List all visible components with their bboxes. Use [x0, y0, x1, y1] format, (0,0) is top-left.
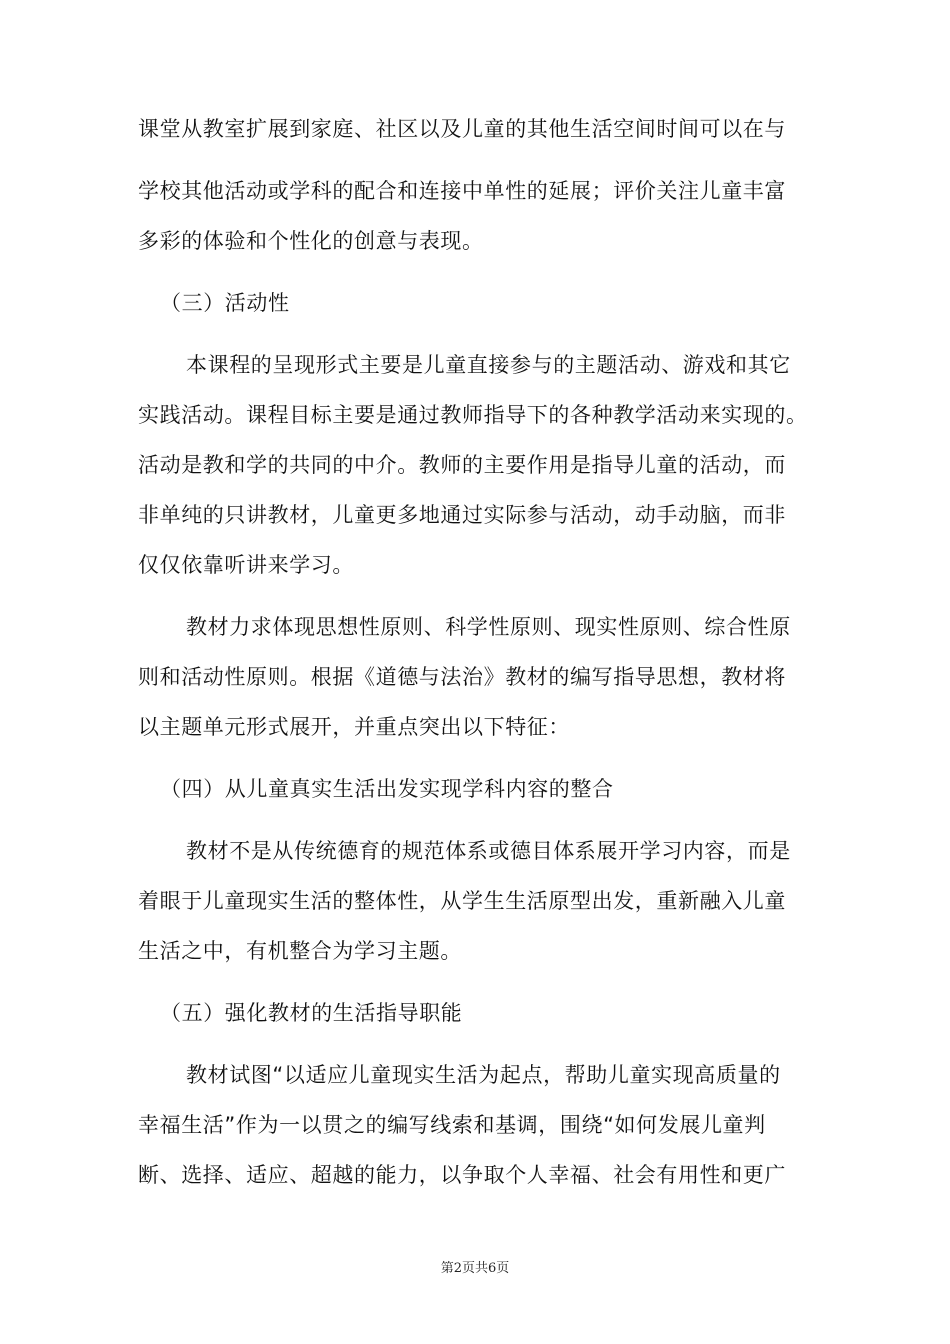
text-line: 本课程的呈现形式主要是儿童直接参与的主题活动、游戏和其它: [186, 353, 791, 377]
text-line: 教材试图“以适应儿童现实生活为起点，帮助儿童实现高质量的: [186, 1063, 781, 1087]
text-line: 幸福生活”作为一以贯之的编写线索和基调，围绕“如何发展儿童判: [138, 1113, 766, 1137]
page-number-footer: 第2页共6页: [440, 1261, 510, 1276]
text-line: 活动是教和学的共同的中介。教师的主要作用是指导儿童的活动，而: [138, 453, 786, 477]
text-line: 学校其他活动或学科的配合和连接中单性的延展；评价关注儿童丰富: [138, 179, 786, 203]
text-line: 课堂从教室扩展到家庭、社区以及儿童的其他生活空间时间可以在与: [138, 117, 786, 141]
text-line: 实践活动。课程目标主要是通过教师指导下的各种教学活动来实现的。: [138, 403, 808, 427]
text-line: 多彩的体验和个性化的创意与表现。: [138, 229, 484, 253]
text-line: 教材不是从传统德育的规范体系或德目体系展开学习内容，而是: [186, 839, 791, 863]
text-line: 生活之中，有机整合为学习主题。: [138, 939, 462, 963]
text-line: 仅仅依靠听讲来学习。: [138, 553, 354, 577]
text-line: 则和活动性原则。根据《道德与法治》教材的编写指导思想，教材将: [138, 665, 786, 689]
text-line: 断、选择、适应、超越的能力，以争取个人幸福、社会有用性和更广: [138, 1163, 786, 1187]
section-heading: （四）从儿童真实生活出发实现学科内容的整合: [160, 777, 614, 801]
text-line: 非单纯的只讲教材，儿童更多地通过实际参与活动，动手动脑，而非: [138, 503, 786, 527]
text-line: 教材力求体现思想性原则、科学性原则、现实性原则、综合性原: [186, 615, 791, 639]
section-heading: （三）活动性: [160, 291, 290, 315]
section-heading: （五）强化教材的生活指导职能: [160, 1001, 463, 1025]
text-line: 以主题单元形式展开，并重点突出以下特征：: [138, 715, 570, 739]
text-line: 着眼于儿童现实生活的整体性，从学生生活原型出发，重新融入儿童: [138, 889, 786, 913]
